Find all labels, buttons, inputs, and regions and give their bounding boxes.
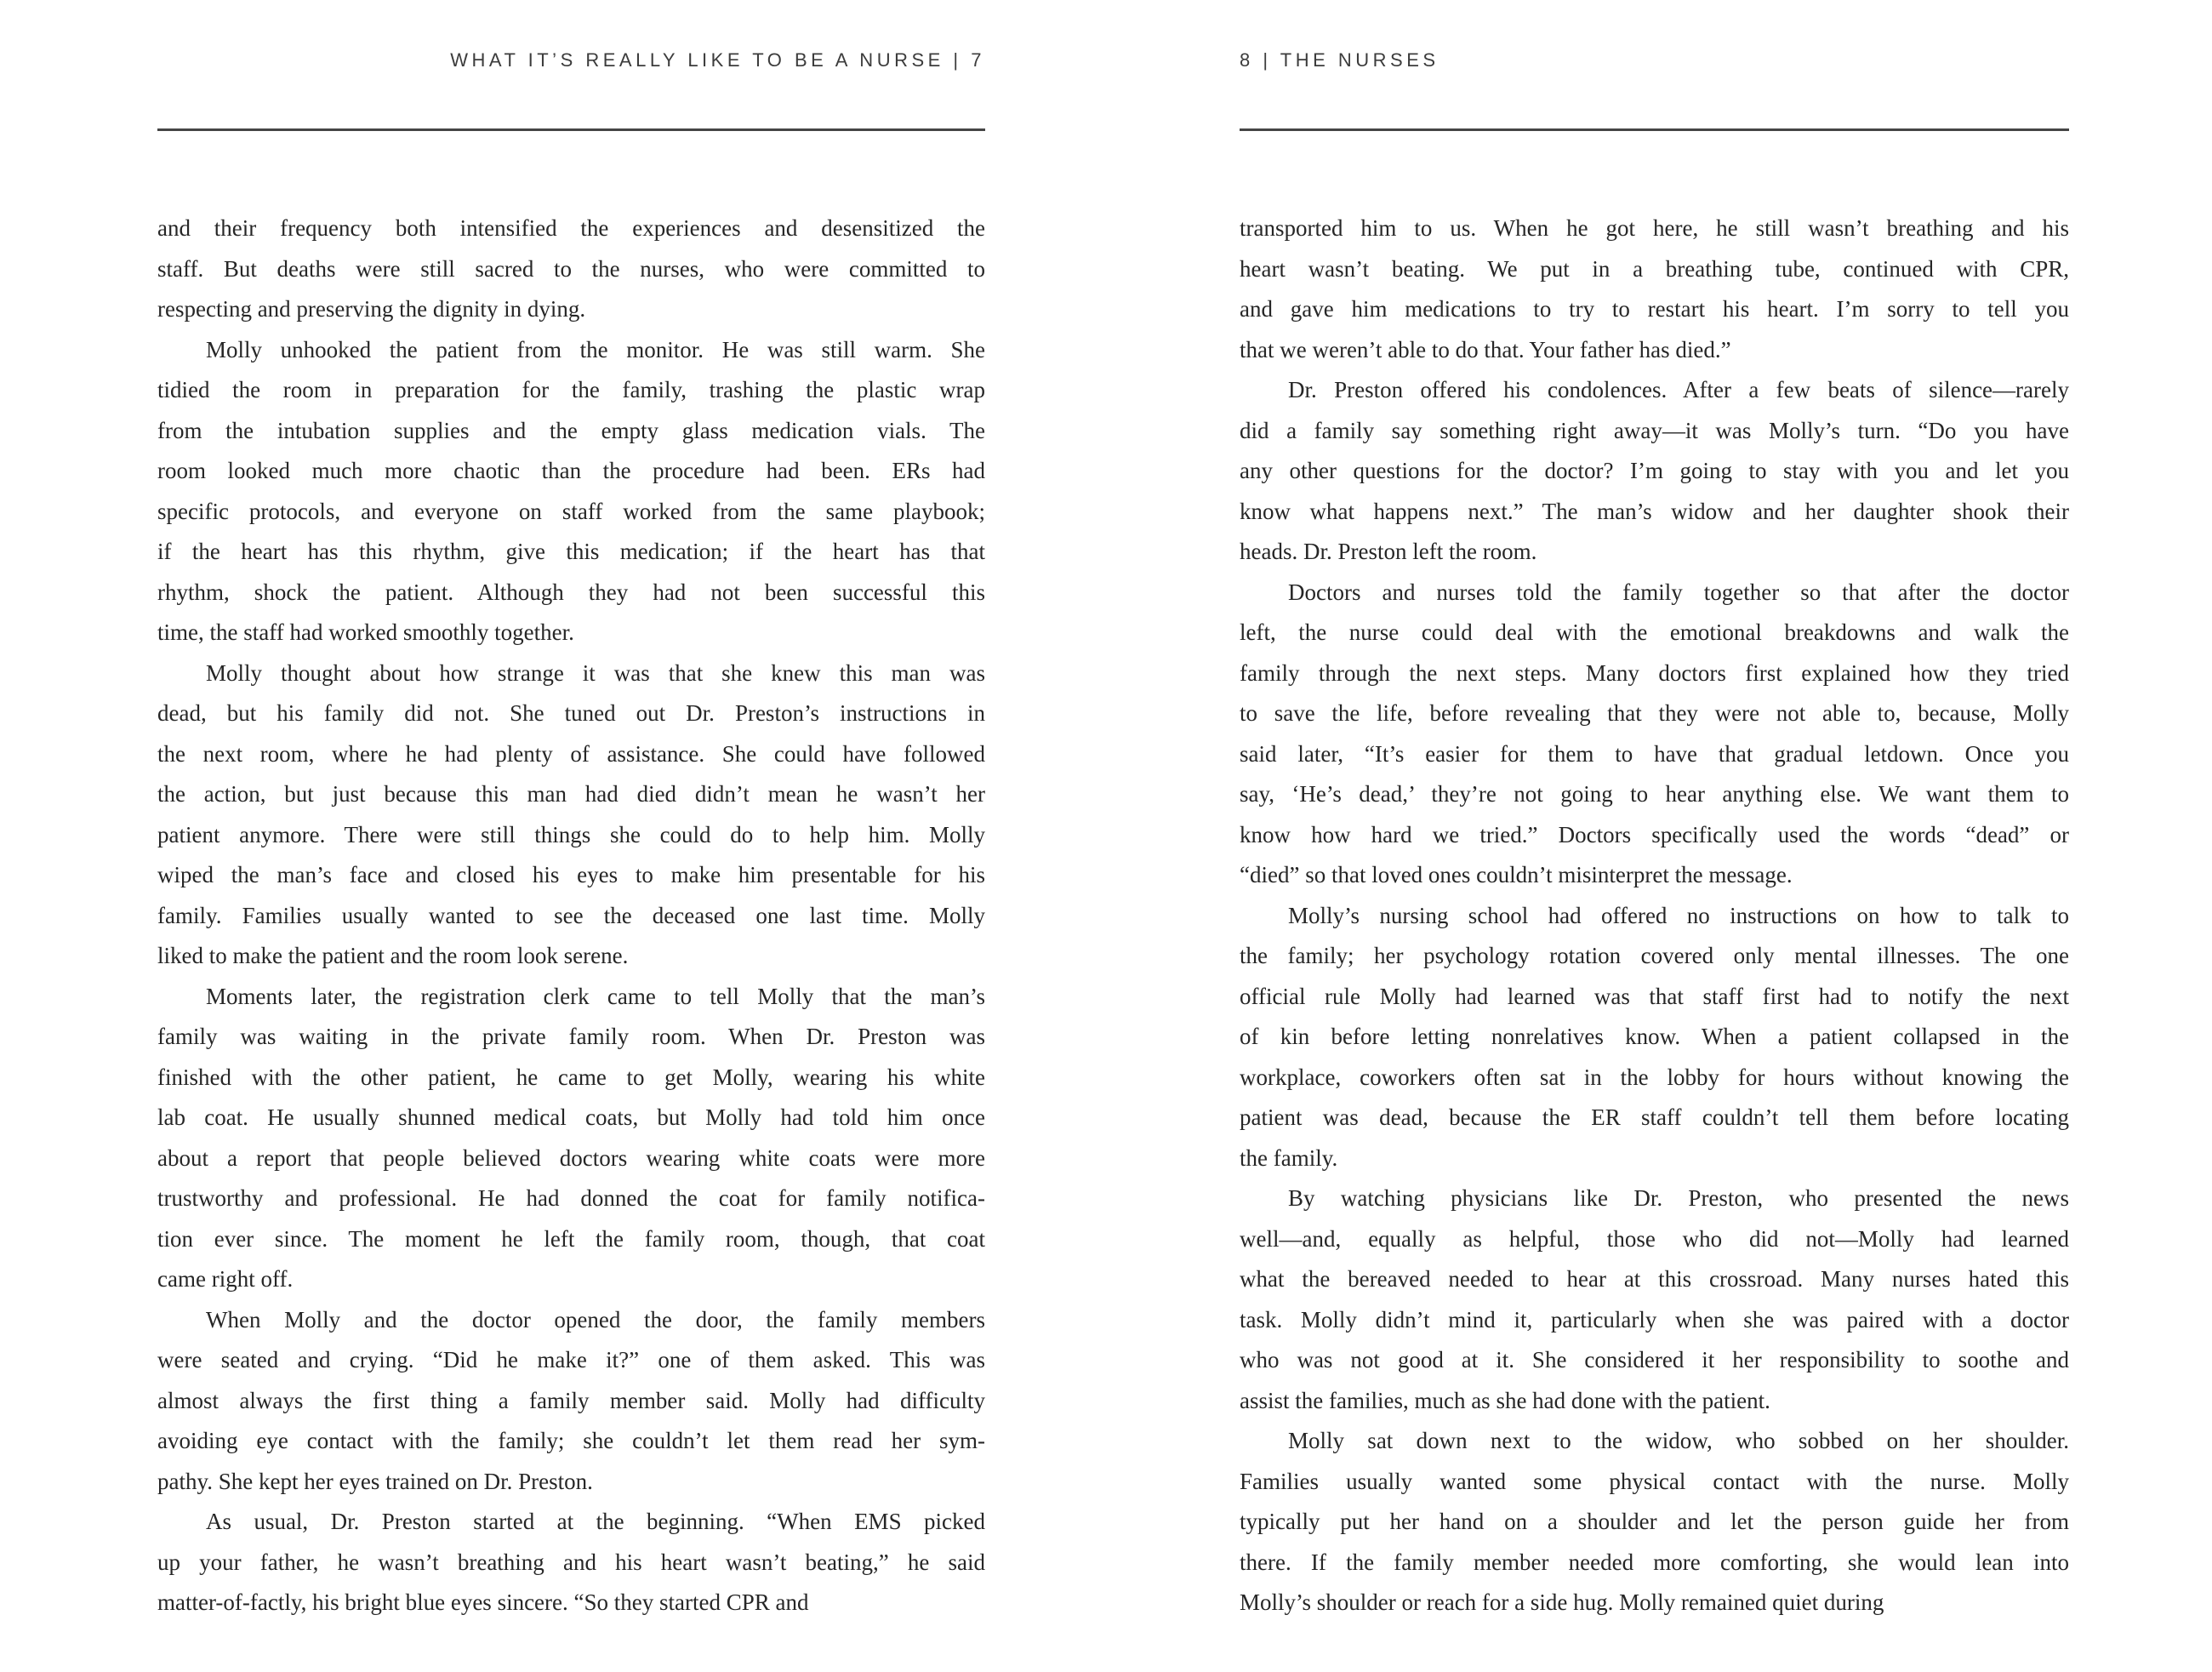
text-line: family. Families usually wanted to see the deceased one last time. Molly (157, 902, 985, 928)
text-line: avoiding eye contact with the family; she couldn’t let them read her sym- (157, 1428, 985, 1453)
paragraph (1240, 1178, 2069, 1421)
text-line: from the intubation supplies and the empty glass medication vials. The (157, 417, 985, 443)
text-line: the next room, where he had plenty of assistance. She could have followed (157, 740, 985, 767)
text-line: know how hard we tried.” Doctors specifically used the words “dead” or (1240, 821, 2069, 847)
paragraph (1240, 1421, 2069, 1623)
text-line: specific protocols, and everyone on staff worked from the same playbook; (157, 498, 985, 524)
text-line: task. Molly didn’t mind it, particularly when she was paired with a doctor (1240, 1306, 2069, 1332)
text-line: what the bereaved needed to hear at this crossroad. Many nurses hated this (1240, 1266, 2069, 1292)
text-line: tidied the room in preparation for the family, trashing the plastic wrap (157, 377, 985, 402)
paragraph (1240, 370, 2069, 573)
paragraph (1240, 896, 2069, 1179)
text-line: respecting and preserving the dignity in dying. (157, 296, 586, 322)
text-line: if the heart has this rhythm, give this medication; if the heart has that (157, 539, 985, 564)
text-line: heads. Dr. Preston left the room. (1240, 539, 1537, 564)
text-line: workplace, coworkers often sat in the lobby for hours without knowing the (1240, 1064, 2069, 1090)
text-line: trustworthy and professional. He had donned the coat for family notifica- (157, 1185, 985, 1211)
text-line: any other questions for the doctor? I’m going to stay with you and let you (1240, 458, 2069, 483)
paragraph (157, 1300, 985, 1503)
text-line: of kin before letting nonrelatives know. When a patient collapsed in the (1240, 1024, 2069, 1049)
text-line: dead, but his family did not. She tuned out Dr. Preston’s instructions in (157, 700, 985, 726)
text-line: say, ‘He’s dead,’ they’re not going to hear anything else. We want them to (1240, 781, 2069, 807)
text-line: finished with the other patient, he came to get Molly, wearing his white (157, 1064, 985, 1090)
paragraph (157, 208, 985, 330)
left-page (157, 49, 985, 1623)
text-line: did a family say something right away—it was Molly’s turn. “Do you have (1240, 417, 2069, 443)
text-line: “died” so that loved ones couldn’t misinterpret the message. (1240, 862, 1793, 887)
text-line: Molly’s nursing school had offered no instructions on how to talk to (1288, 902, 2069, 928)
text-line: patient anymore. There were still things she could do to help him. Molly (157, 821, 985, 847)
paragraph (157, 1502, 985, 1623)
text-line: lab coat. He usually shunned medical coats, but Molly had told him once (157, 1104, 985, 1130)
text-line: Molly sat down next to the widow, who sobbed on her shoulder. (1288, 1428, 2069, 1453)
text-line: liked to make the patient and the room look serene. (157, 943, 629, 968)
text-line: left, the nurse could deal with the emotional breakdowns and walk the (1240, 619, 2069, 645)
text-line: family through the next steps. Many doctors first explained how they tried (1240, 659, 2069, 686)
text-line: Moments later, the registration clerk came to tell Molly that the man’s (206, 983, 985, 1009)
text-line: Families usually wanted some physical contact with the nurse. Molly (1240, 1468, 2069, 1494)
text-line: Dr. Preston offered his condolences. After a few beats of silence—rarely (1288, 377, 2069, 402)
text-line: rhythm, shock the patient. Although they had not been successful this (157, 579, 985, 605)
text-line: know what happens next.” The man’s widow and her daughter shook their (1240, 498, 2069, 524)
paragraph (1240, 573, 2069, 896)
paragraph (1240, 208, 2069, 370)
paragraph (157, 977, 985, 1300)
text-line: almost always the first thing a family member said. Molly had difficulty (157, 1387, 985, 1413)
text-line: patient was dead, because the ER staff couldn’t tell them before locating (1240, 1104, 2069, 1130)
text-line: Doctors and nurses told the family together so that after the doctor (1288, 579, 2069, 605)
text-line: Molly thought about how strange it was that she knew this man was (206, 659, 985, 686)
text-line: Molly’s shoulder or reach for a side hug. Molly remained quiet during (1240, 1589, 1884, 1615)
text-line: that we weren’t able to do that. Your father has died.” (1240, 336, 1731, 362)
text-line: room looked much more chaotic than the procedure had been. ERs had (157, 458, 985, 483)
left-header-rule (157, 128, 985, 131)
text-line: official rule Molly had learned was that staff first had to notify the next (1240, 983, 2069, 1009)
text-line: pathy. She kept her eyes trained on Dr. Preston. (157, 1468, 593, 1494)
text-line: By watching physicians like Dr. Preston, who presented the news (1288, 1185, 2069, 1211)
text-line: the action, but just because this man had died didn’t mean he wasn’t her (157, 781, 985, 807)
text-line: assist the families, much as she had done with the patient. (1240, 1387, 1770, 1413)
text-line: who was not good at it. She considered it her responsibility to soothe and (1240, 1347, 2069, 1372)
text-line: As usual, Dr. Preston started at the beginning. “When EMS picked (206, 1509, 985, 1534)
left-running-head: WHAT IT’S REALLY LIKE TO BE A NURSE | 7 (450, 49, 985, 71)
text-line: When Molly and the doctor opened the door, the family members (206, 1306, 985, 1332)
text-line: time, the staff had worked smoothly together. (157, 619, 574, 645)
right-page-body (1240, 208, 2069, 1623)
text-line: about a report that people believed doctors wearing white coats were more (157, 1144, 985, 1171)
text-line: transported him to us. When he got here, he still wasn’t breathing and his (1240, 215, 2069, 241)
paragraph (157, 653, 985, 977)
text-line: were seated and crying. “Did he make it?” one of them asked. This was (157, 1347, 985, 1372)
text-line: well—and, equally as helpful, those who did not—Molly had learned (1240, 1225, 2069, 1252)
text-line: tion ever since. The moment he left the family room, though, that coat (157, 1225, 985, 1252)
left-page-body (157, 208, 985, 1623)
text-line: heart wasn’t beating. We put in a breathing tube, continued with CPR, (1240, 255, 2069, 282)
text-line: said later, “It’s easier for them to have that gradual letdown. Once you (1240, 740, 2069, 767)
text-line: came right off. (157, 1266, 294, 1292)
text-line: and gave him medications to try to restart his heart. I’m sorry to tell you (1240, 296, 2069, 322)
text-line: the family; her psychology rotation covered only mental illnesses. The one (1240, 943, 2069, 968)
text-line: typically put her hand on a shoulder and let the person guide her from (1240, 1509, 2069, 1534)
right-header-rule (1240, 128, 2069, 131)
paragraph (157, 330, 985, 653)
text-line: there. If the family member needed more comforting, she would lean into (1240, 1549, 2069, 1575)
text-line: matter-of-factly, his bright blue eyes sincere. “So they started CPR and (157, 1589, 809, 1615)
text-line: the family. (1240, 1144, 1338, 1171)
text-line: up your father, he wasn’t breathing and his heart wasn’t beating,” he said (157, 1549, 985, 1575)
right-running-head: 8 | THE NURSES (1240, 49, 1440, 71)
text-line: staff. But deaths were still sacred to the nurses, who were committed to (157, 255, 985, 282)
text-line: to save the life, before revealing that they were not able to, because, Molly (1240, 700, 2069, 726)
text-line: and their frequency both intensified the experiences and desensitized the (157, 215, 985, 241)
text-line: Molly unhooked the patient from the monitor. He was still warm. She (206, 336, 985, 362)
text-line: wiped the man’s face and closed his eyes to make him presentable for his (157, 862, 985, 887)
right-page (1240, 49, 2069, 1623)
text-line: family was waiting in the private family room. When Dr. Preston was (157, 1024, 985, 1049)
